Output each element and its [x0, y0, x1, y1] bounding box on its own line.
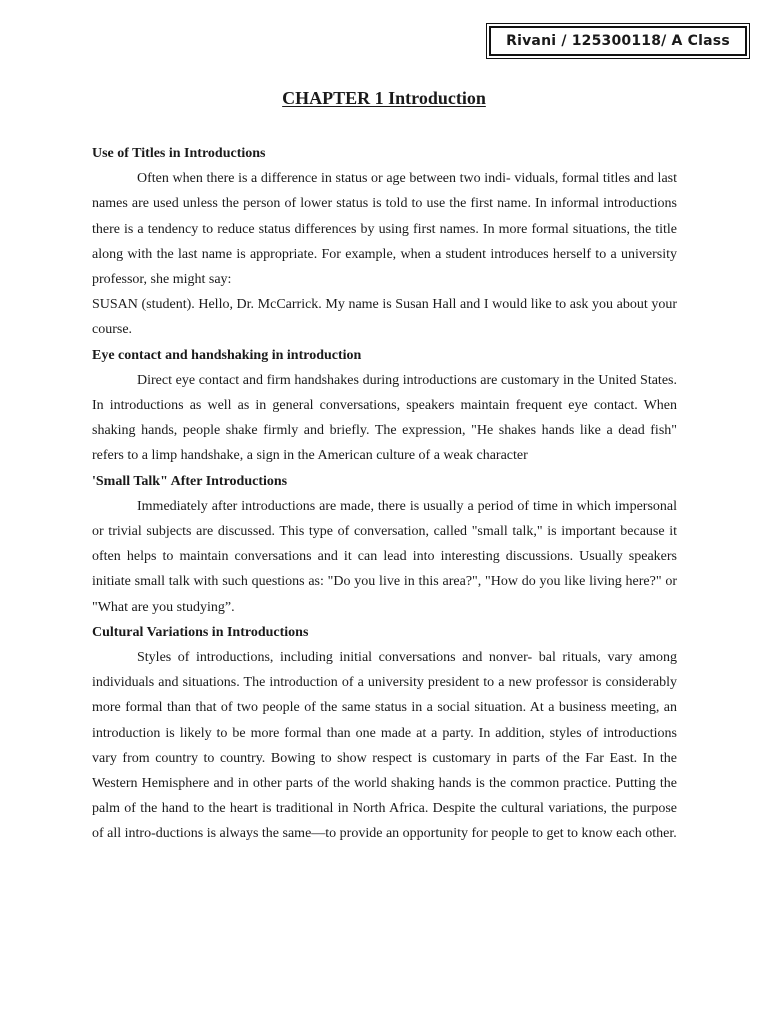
paragraph-titles-1: Often when there is a difference in status or age between two indi- viduals, formal titles and last names are used unless the person of lower status is told to use the first name. In informal introductions there is a tendency to reduce status differences by using first names. In more formal situations, the title along with the last name is appropriate. For example, when a student introduces herself to a university professor, she might say: [92, 171, 677, 288]
paragraph-eye-contact: Direct eye contact and firm handshakes during introductions are customary in the United States. In introductions as well as in general conversations, speakers maintain frequent eye contact. When shaking hands, people shake firmly and briefly. The expression, "He shakes hands like a dead fish" refers to a limp handshake, a sign in the American culture of a weak character [92, 372, 677, 464]
section-heading-cultural: Cultural Variations in Introductions [92, 624, 309, 640]
document-body [92, 141, 677, 847]
section-heading-small-talk: 'Small Talk" After Introductions [92, 473, 288, 489]
student-id-box [489, 26, 747, 56]
student-id-label: Rivani / 125300118/ A Class [506, 33, 730, 49]
paragraph-small-talk: Immediately after introductions are made, there is usually a period of time in which impersonal or trivial subjects are discussed. This type of conversation, called "small talk," is important because it often helps to maintain conversations and it can lead into interesting discussions. Usually speakers initiate small talk with such questions as: "Do you live in this area?", "How do you like living here?" or "What are you studying”. [92, 498, 677, 615]
chapter-title [0, 86, 768, 110]
section-heading-eye-contact: Eye contact and handshaking in introduction [92, 347, 362, 363]
section-heading-titles: Use of Titles in Introductions [92, 146, 266, 161]
chapter-title-text: CHAPTER 1 Introduction [282, 88, 486, 108]
paragraph-cultural: Styles of introductions, including initial conversations and nonver- bal rituals, vary among individuals and situations. The introduction of a university president to a new professor is considerably more formal than that of two people of the same status in a social situation. At a business meeting, an introduction is likely to be more formal than one made at a party. In addition, styles of introductions vary from country to country. Bowing to show respect is customary in parts of the Far East. In the Western Hemisphere and in other parts of the world shaking hands is the common practice. Putting the palm of the hand to the heart is traditional in North Africa. Despite the cultural variations, the purpose of all intro-ductions is always the same—to provide an opportunity for people to get to know each other. [92, 650, 677, 842]
paragraph-titles-2: SUSAN (student). Hello, Dr. McCarrick. My name is Susan Hall and I would like to ask you about your course. [92, 297, 677, 338]
